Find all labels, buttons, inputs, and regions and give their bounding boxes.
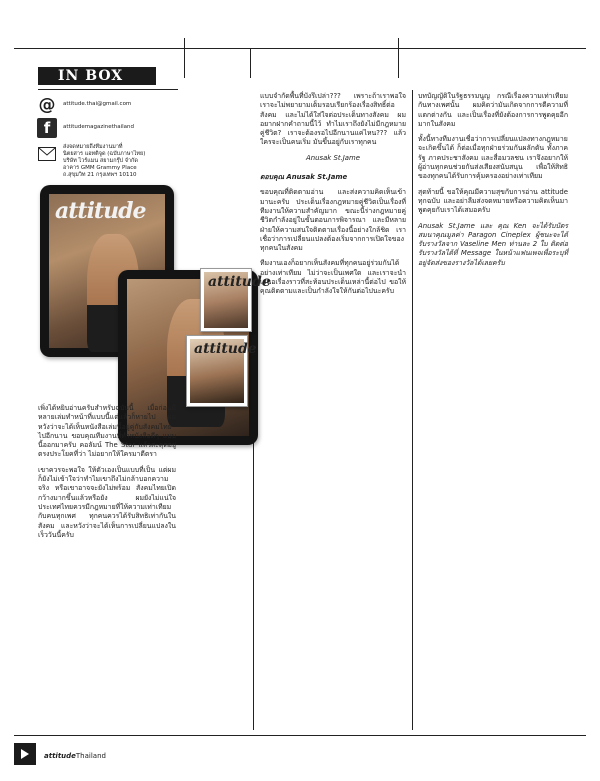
magazine-masthead: attitude — [194, 341, 257, 357]
reply-heading: ตอบคุณ Anusak St.Jame — [260, 173, 348, 182]
reply-paragraph: ขอบคุณที่ติดตามอ่าน และส่งความคิดเห็นเข้ามานะครับ ประเด็นเรื่องกฎหมายคู่ชีวิตเป็นเรื่องที่ทีมงานให้ความสำคัญมาก ขณะนี้ร่างกฎหมายคู่ชีวิตกำลังอยู่ในขั้นตอนการพิจารณา และมีหลายฝ่ายให้ความสนใจติดตามเรื่องนี้อย่างใกล้ชิด เราเชื่อว่าการเปลี่ยนแปลงต้องเริ่มจากการเปิดใจของทุกคนในสังคม — [260, 188, 406, 253]
column-divider-mid — [250, 48, 251, 78]
envelope-icon — [37, 144, 57, 164]
reply-paragraph: ทั้งนี้ทางทีมงานเชื่อว่าการเปลี่ยนแปลงทางกฎหมายจะเกิดขึ้นได้ ก็ต่อเมื่อทุกฝ่ายร่วมกันผลักดัน ทั้งภาครัฐ ภาคประชาสังคม และสื่อมวลชน เราจึงอยากให้ผู้อ่านทุกคนช่วยกันส่งเสียงสนับสนุน เพื่อให้สิทธิของทุกคนได้รับการคุ้มครองอย่างเท่าเทียม — [418, 135, 568, 181]
email-address[interactable]: attitude.thai@gmail.com — [63, 101, 132, 107]
mail-line: อาคาร GMM Grammy Place — [63, 165, 137, 171]
section-rule — [38, 89, 178, 90]
reply-paragraph: บทบัญญัติในรัฐธรรมนูญ กรณีเรื่องความเท่าเทียมกันทางเพศนั้น ผมคิดว่ามันเกิดจากการตีความที่แตกต่างกัน และเป็นเรื่องที่ยังต้องการการพูดคุยอีกมากในสังคม — [418, 92, 568, 128]
letter-signature: Anusak St.Jame — [306, 153, 360, 162]
printed-magazine — [200, 268, 271, 332]
at-sign-icon: @ — [38, 95, 56, 115]
email-contact — [37, 95, 131, 115]
facebook-icon: f — [37, 118, 57, 138]
letter-paragraph: เขาควรจะพอใจ ให้ตัวเองเป็นแบบที่เป็น แต่ผมก็ยังไม่เข้าใจว่าทำไมเขาถึงไม่กล้าบอกความจริง หรือเขาอาจจะยังไม่พร้อม สังคมไทยเปิดกว้างมากขึ้นแล้วหรือยัง ผมยังไม่แน่ใจ ประเทศไทยควรมีกฎหมายที่ให้ความเท่าเทียมกับคนทุกเพศ ทุกคนควรได้รับสิทธิเท่ากันในสังคม และหวังว่าจะได้เห็นการเปลี่ยนแปลงในเร็ววันนี้ครับ — [38, 465, 176, 539]
magazine-masthead: attitude — [208, 274, 271, 290]
letter-paragraph: เพิ่งได้หยิบอ่านครับสำหรับฉบับนี้ เมื่อก่อนมีหลายเล่มทำหน้าที่แบบนี้แต่แล้วก็หายไป ผมหวังว่าจะได้เห็นหนังสือเล่มนี้อยู่คู่กับสังคมไทยไปอีกนาน ขอบคุณทีมงานที่ทำหนังสือดีๆ แบบนี้ออกมาครับ คอลัมน์ The Star แล้วสะดุดอยู่ตรงประโยคที่ว่า ไม่อยากให้ใครมาตีตรา — [38, 404, 176, 459]
facebook-page[interactable]: attitudemagazinethailand — [63, 124, 135, 130]
section-title: IN BOX — [38, 67, 156, 85]
letter-column-3 — [418, 92, 568, 732]
footer-brand-rest: Thailand — [75, 752, 106, 760]
mail-address — [63, 144, 145, 179]
bottom-rule — [14, 735, 586, 736]
printed-magazine-small — [186, 335, 257, 407]
mail-line: นิตยสาร แอทติจูด (ฉบับภาษาไทย) — [63, 151, 146, 157]
reply-paragraph: สุดท้ายนี้ ขอให้คุณมีความสุขกับการอ่าน attitude ทุกฉบับ และอย่าลืมส่งจดหมายหรือความคิดเห็นมาพูดคุยกับเราได้เสมอครับ — [418, 187, 568, 215]
play-arrow-icon — [20, 748, 30, 760]
letter-column-1 — [38, 404, 176, 724]
footer-brand-bold: attitude — [44, 752, 76, 760]
column-divider-left — [184, 38, 185, 78]
magazine-masthead: attitude — [55, 198, 146, 224]
mail-line: ถ.สุขุมวิท 21 กรุงเทพฯ 10110 — [63, 172, 137, 178]
reply-paragraph: ทีมงานเองก็อยากเห็นสังคมที่ทุกคนอยู่ร่วมกันได้อย่างเท่าเทียม ไม่ว่าจะเป็นเพศใด และเราจะนำเสนอเรื่องราวที่สะท้อนประเด็นเหล่านี้ต่อไป ขอให้คุณติดตามและเป็นกำลังใจให้กันต่อไปนะครับ — [260, 259, 406, 296]
mail-line: ส่งจดหมายถึงทีมงานมาที่ — [63, 144, 123, 150]
page-nav-button[interactable] — [14, 743, 36, 765]
mail-contact — [37, 144, 145, 179]
magazine-cover — [190, 339, 257, 403]
prize-credit: Anusak St.Jame และ คุณ Ken จะได้รับบัตรสมนาคุณมูลค่า Paragon Cineplex ผู้ชนะจะได้รับรางวัลจาก Vaseline Men ท่านละ 2 ใบ ติดต่อรับรางวัลได้ที่ Message ในหน้าแฟนเพจเพื่อระบุที่อยู่จัดส่งของรางวัลได้เลยครับ — [418, 221, 568, 267]
column-divider-right — [398, 38, 399, 78]
magazine-cover — [204, 272, 271, 328]
column-divider-right-bottom — [412, 90, 413, 730]
letter-paragraph: แบบจำกัดพื้นที่บังรึเปล่า??? เพราะถ้าเราพอใจ เราจะไม่พยายามเต็มรอบเรียกร้องเรื่องสิทธิ์ต่อสังคม และไม่ได้ใส่ใจต่อประเด็นทางสังคม ผมอยากฝากคำถามนี้ไว้ ทำไมเราถึงยังไม่มีกฎหมายคู่ชีวิต? เราจะต้องรอไปอีกนานแค่ไหน??? แล้วใครจะเป็นคนเริ่ม มันขึ้นอยู่กับเราทุกคน — [260, 92, 406, 147]
footer-brand — [44, 752, 106, 760]
letter-column-2 — [260, 92, 406, 732]
facebook-contact — [37, 118, 134, 138]
mail-line: บริษัท ไวร์แมน สยามกรุ๊ป จำกัด — [63, 158, 138, 164]
top-rule — [14, 48, 586, 49]
